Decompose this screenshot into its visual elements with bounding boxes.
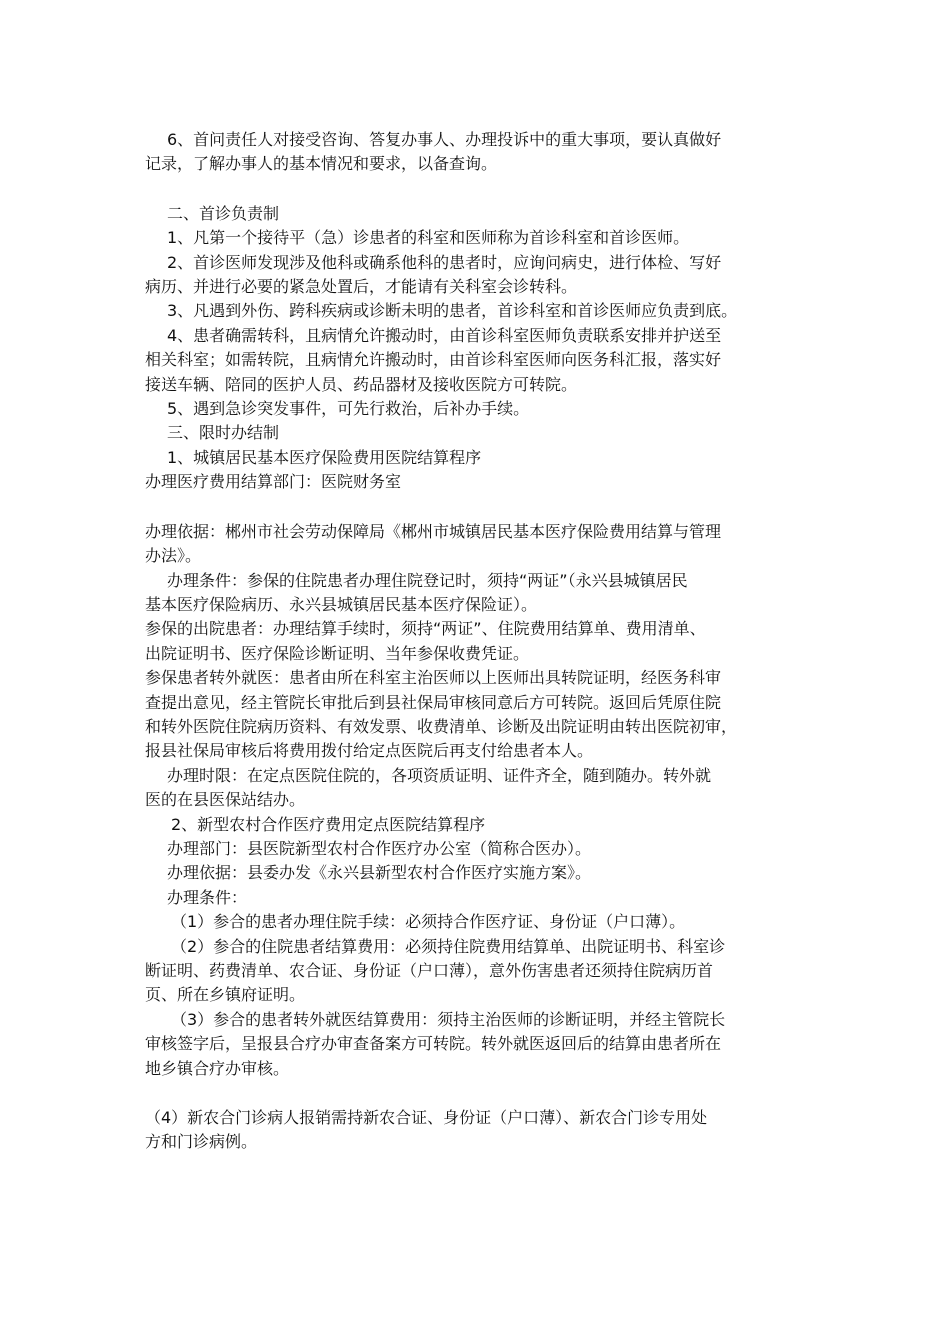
paragraph-line: 和转外医院住院病历资料、有效发票、收费清单、诊断及出院证明由转出医院初审， bbox=[145, 716, 738, 736]
paragraph-line: 医的在县医保站结办。 bbox=[145, 790, 306, 810]
paragraph-line: 4、患者确需转科，且病情允许搬动时，由首诊科室医师负责联系安排并护送至 bbox=[167, 325, 722, 345]
paragraph-line: 方和门诊病例。 bbox=[145, 1132, 258, 1152]
paragraph-line: 3、凡遇到外伤、跨科疾病或诊断未明的患者，首诊科室和首诊医师应负责到底。 bbox=[167, 301, 738, 321]
list-item: （4）新农合门诊病人报销需持新农合证、身份证（户口薄）、新农合门诊专用处 bbox=[145, 1108, 708, 1128]
paragraph-line: 办理医疗费用结算部门：医院财务室 bbox=[145, 472, 402, 492]
paragraph-line: 断证明、药费清单、农合证、身份证（户口薄），意外伤害患者还须持住院病历首 bbox=[145, 961, 714, 980]
paragraph-line: 页、所在乡镇府证明。 bbox=[145, 985, 306, 1005]
list-item: （3）参合的患者转外就医结算费用：须持主治医师的诊断证明，并经主管院长 bbox=[171, 1009, 726, 1029]
paragraph-line: 办理条件：参保的住院患者办理住院登记时，须持“两证”（永兴县城镇居民 bbox=[167, 570, 688, 590]
paragraph-line: 办理依据：郴州市社会劳动保障局《郴州市城镇居民基本医疗保险费用结算与管理 bbox=[145, 521, 722, 541]
paragraph-line: 办理时限：在定点医院住院的，各项资质证明、证件齐全，随到随办。转外就 bbox=[167, 765, 712, 785]
paragraph-line: 参保的出院患者：办理结算手续时，须持“两证”、住院费用结算单、费用清单、 bbox=[145, 619, 706, 639]
list-item: （2）参合的住院患者结算费用：必须持住院费用结算单、出院证明书、科室诊 bbox=[171, 936, 726, 956]
paragraph-line: 办法》。 bbox=[145, 546, 202, 566]
paragraph-line: 1、凡第一个接待平（急）诊患者的科室和医师称为首诊科室和首诊医师。 bbox=[167, 228, 690, 248]
paragraph-line: 办理部门：县医院新型农村合作医疗办公室（简称合医办）。 bbox=[167, 838, 592, 858]
paragraph-line: 2、首诊医师发现涉及他科或确系他科的患者时，应询问病史，进行体检、写好 bbox=[167, 252, 722, 272]
paragraph-line: 病历、并进行必要的紧急处置后，才能请有关科室会诊转科。 bbox=[145, 277, 578, 297]
document-body bbox=[145, 128, 825, 1155]
paragraph-line: 办理条件： bbox=[167, 887, 248, 907]
paragraph-line: 相关科室；如需转院，且病情允许搬动时，由首诊科室医师向医务科汇报，落实好 bbox=[145, 350, 722, 370]
paragraph-line: 记录，了解办事人的基本情况和要求，以备查询。 bbox=[145, 154, 498, 174]
paragraph-line: 审核签字后，呈报县合疗办审查备案方可转院。转外就医返回后的结算由患者所在 bbox=[145, 1034, 722, 1054]
paragraph-line: 接送车辆、陪同的医护人员、药品器材及接收医院方可转院。 bbox=[145, 374, 578, 394]
paragraph-line: 办理依据：县委办发《永兴县新型农村合作医疗实施方案》。 bbox=[167, 863, 592, 883]
list-item: （1）参合的患者办理住院手续：必须持合作医疗证、身份证（户口薄）。 bbox=[171, 912, 686, 932]
paragraph-line: 地乡镇合疗办审核。 bbox=[145, 1058, 290, 1078]
paragraph-line: 出院证明书、医疗保险诊断证明、当年参保收费凭证。 bbox=[145, 643, 530, 663]
paragraph-line: 5、遇到急诊突发事件，可先行救治，后补办手续。 bbox=[167, 399, 530, 419]
subsection-heading: 2、新型农村合作医疗费用定点医院结算程序 bbox=[171, 814, 486, 834]
section-heading: 三、限时办结制 bbox=[167, 423, 280, 443]
paragraph-line: 参保患者转外就医：患者由所在科室主治医师以上医师出具转院证明，经医务科审 bbox=[145, 668, 722, 688]
paragraph-line: 6、首问责任人对接受咨询、答复办事人、办理投诉中的重大事项，要认真做好 bbox=[167, 130, 722, 149]
paragraph-line: 查提出意见，经主管院长审批后到县社保局审核同意后方可转院。返回后凭原住院 bbox=[145, 692, 722, 712]
paragraph-line: 报县社保局审核后将费用拨付给定点医院后再支付给患者本人。 bbox=[145, 741, 594, 761]
section-heading: 二、首诊负责制 bbox=[167, 203, 280, 223]
paragraph-line: 基本医疗保险病历、永兴县城镇居民基本医疗保险证）。 bbox=[145, 594, 538, 614]
subsection-heading: 1、城镇居民基本医疗保险费用医院结算程序 bbox=[167, 447, 482, 467]
